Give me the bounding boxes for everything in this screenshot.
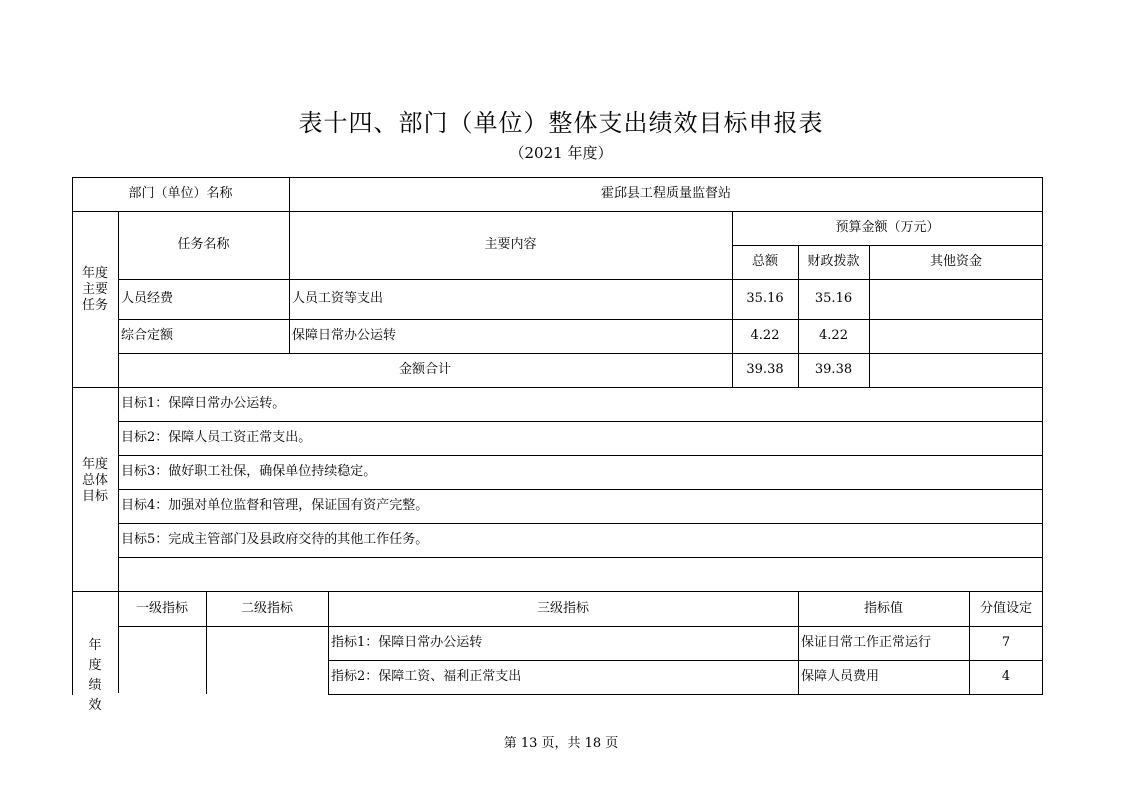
header-fiscal: 财政拨款 [807, 254, 860, 270]
header-level3: 三级指标 [536, 600, 589, 616]
side-label-char: 主要 [81, 282, 108, 297]
header-task-name: 任务名称 [177, 237, 230, 253]
side-label-char: 任务 [81, 298, 108, 313]
sum-fiscal: 39.38 [814, 362, 853, 378]
indicators-side-clip [72, 592, 118, 713]
task-row-other [869, 279, 1043, 319]
header-value: 指标值 [863, 600, 903, 616]
sum-total: 39.38 [746, 362, 784, 378]
goal-item: 目标5：完成主管部门及县政府交待的其他工作任务。 [121, 532, 429, 548]
indicators-side-label [72, 636, 118, 716]
task-row-content: 人员工资等支出 [292, 291, 384, 307]
indicator-value: 保障人员费用 [801, 669, 880, 685]
header-score: 分值设定 [979, 600, 1032, 616]
header-other: 其他资金 [929, 254, 982, 270]
goal-item: 目标3：做好职工社保，确保单位持续稳定。 [121, 464, 377, 480]
task-row-fiscal: 35.16 [814, 291, 853, 307]
side-label-char: 年度 [81, 457, 108, 472]
tasks-side-label [72, 266, 118, 314]
side-label-char: 效 [88, 698, 102, 713]
goal-item: 目标2：保障人员工资正常支出。 [121, 430, 312, 446]
header-level1: 一级指标 [135, 600, 188, 616]
header-level2: 二级指标 [240, 600, 293, 616]
task-row-content: 保障日常办公运转 [292, 328, 397, 344]
indicator-level3: 指标2：保障工资、福利正常支出 [331, 669, 522, 685]
indicator-score: 7 [1001, 635, 1011, 651]
header-main-content: 主要内容 [484, 237, 537, 253]
dept-name: 霍邱县工程质量监督站 [600, 186, 731, 202]
task-row-total: 35.16 [746, 291, 784, 307]
header-budget: 预算金额（万元） [835, 220, 940, 236]
goal-item: 目标4：加强对单位监督和管理，保证国有资产完整。 [121, 498, 429, 514]
page-subtitle: （2021 年度） [509, 144, 613, 162]
side-label-char: 总体 [81, 473, 108, 488]
goals-side-label [72, 457, 118, 505]
task-row-other [869, 319, 1043, 353]
header-total: 总额 [751, 254, 778, 270]
dept-label: 部门（单位）名称 [128, 186, 233, 202]
indicator-value: 保证日常工作正常运行 [801, 635, 932, 651]
sum-label: 金额合计 [398, 362, 451, 378]
side-label-char: 目标 [81, 489, 108, 504]
indicator-score: 4 [1001, 669, 1011, 685]
side-label-char: 年 [88, 638, 102, 653]
task-row-name: 人员经费 [121, 291, 174, 307]
page-title: 表十四、部门（单位）整体支出绩效目标申报表 [298, 109, 824, 137]
indicator-level3: 指标1：保障日常办公运转 [331, 635, 483, 651]
goal-item [118, 557, 1043, 591]
side-label-char: 度 [88, 658, 102, 673]
task-row-name: 综合定额 [121, 328, 174, 344]
task-row-total: 4.22 [750, 328, 780, 344]
task-row-fiscal: 4.22 [819, 328, 848, 344]
side-label-char: 绩 [88, 678, 102, 693]
side-label-char: 年度 [81, 266, 108, 281]
goal-item: 目标1：保障日常办公运转。 [121, 396, 286, 412]
page-footer: 第 13 页，共 18 页 [503, 736, 619, 751]
